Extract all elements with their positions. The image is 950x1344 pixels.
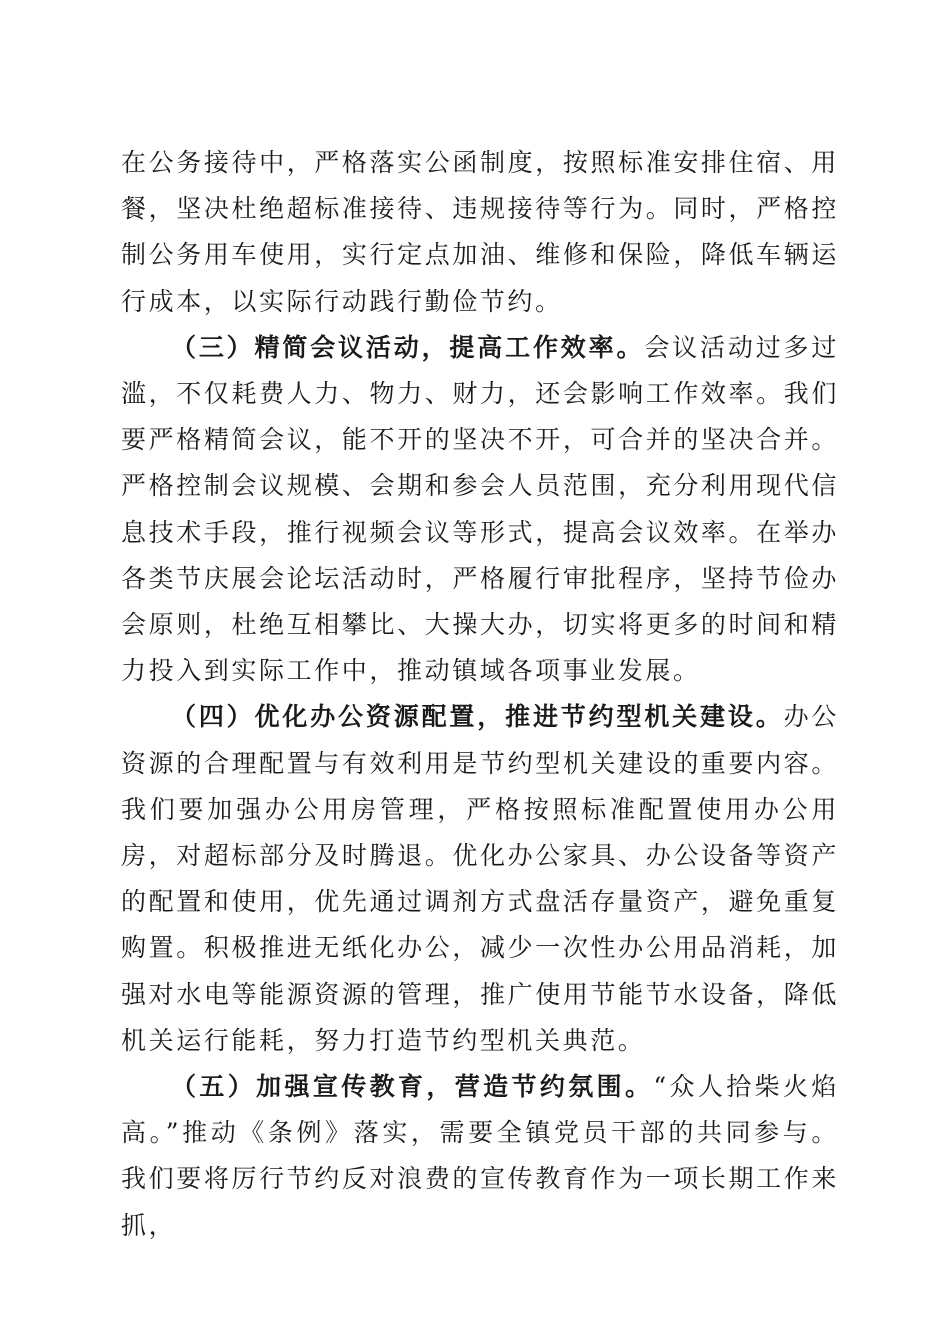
paragraph-publicity-education: [121, 1064, 839, 1249]
section-heading-3: （三）精简会议活动，提高工作效率。: [171, 332, 645, 362]
paragraph-streamline-meetings: [121, 325, 839, 695]
paragraph-office-resources: [121, 694, 839, 1064]
paragraph-body: “众人拾柴火焰高。”推动《条例》落实，需要全镇党员干部的共同参与。我们要将厉行节约反对浪费的宣传教育作为一项长期工作来抓，: [121, 1072, 840, 1240]
paragraph-body: 办公资源的合理配置与有效利用是节约型机关建设的重要内容。我们要加强办公用房管理，严格按照标准配置使用办公用房，对超标部分及时腾退。优化办公家具、办公设备等资产的配置和使用，优先通过调剂方式盘活存量资产，避免重复购置。积极推进无纸化办公，减少一次性办公用品消耗，加强对水电等能源资源的管理，推广使用节能节水设备，降低机关运行能耗，努力打造节约型机关典范。: [121, 702, 840, 1055]
section-heading-4: （四）优化办公资源配置，推进节约型机关建设。: [171, 702, 784, 732]
paragraph-body: 会议活动过多过滥，不仅耗费人力、物力、财力，还会影响工作效率。我们要严格精简会议，能不开的坚决不开，可合并的坚决合并。严格控制会议规模、会期和参会人员范围，充分利用现代信息技术手段，推行视频会议等形式，提高会议效率。在举办各类节庆展会论坛活动时，严格履行审批程序，坚持节俭办会原则，杜绝互相攀比、大操大办，切实将更多的时间和精力投入到实际工作中，推动镇域各项事业发展。: [121, 332, 840, 686]
paragraph-official-reception: [121, 140, 839, 325]
document-body: [121, 140, 839, 1249]
paragraph-body: 在公务接待中，严格落实公函制度，按照标准安排住宿、用餐，坚决杜绝超标准接待、违规接待等行为。同时，严格控制公务用车使用，实行定点加油、维修和保险，降低车辆运行成本，以实际行动践行勤俭节约。: [121, 148, 839, 316]
section-heading-5: （五）加强宣传教育，营造节约氛围。: [171, 1072, 654, 1102]
